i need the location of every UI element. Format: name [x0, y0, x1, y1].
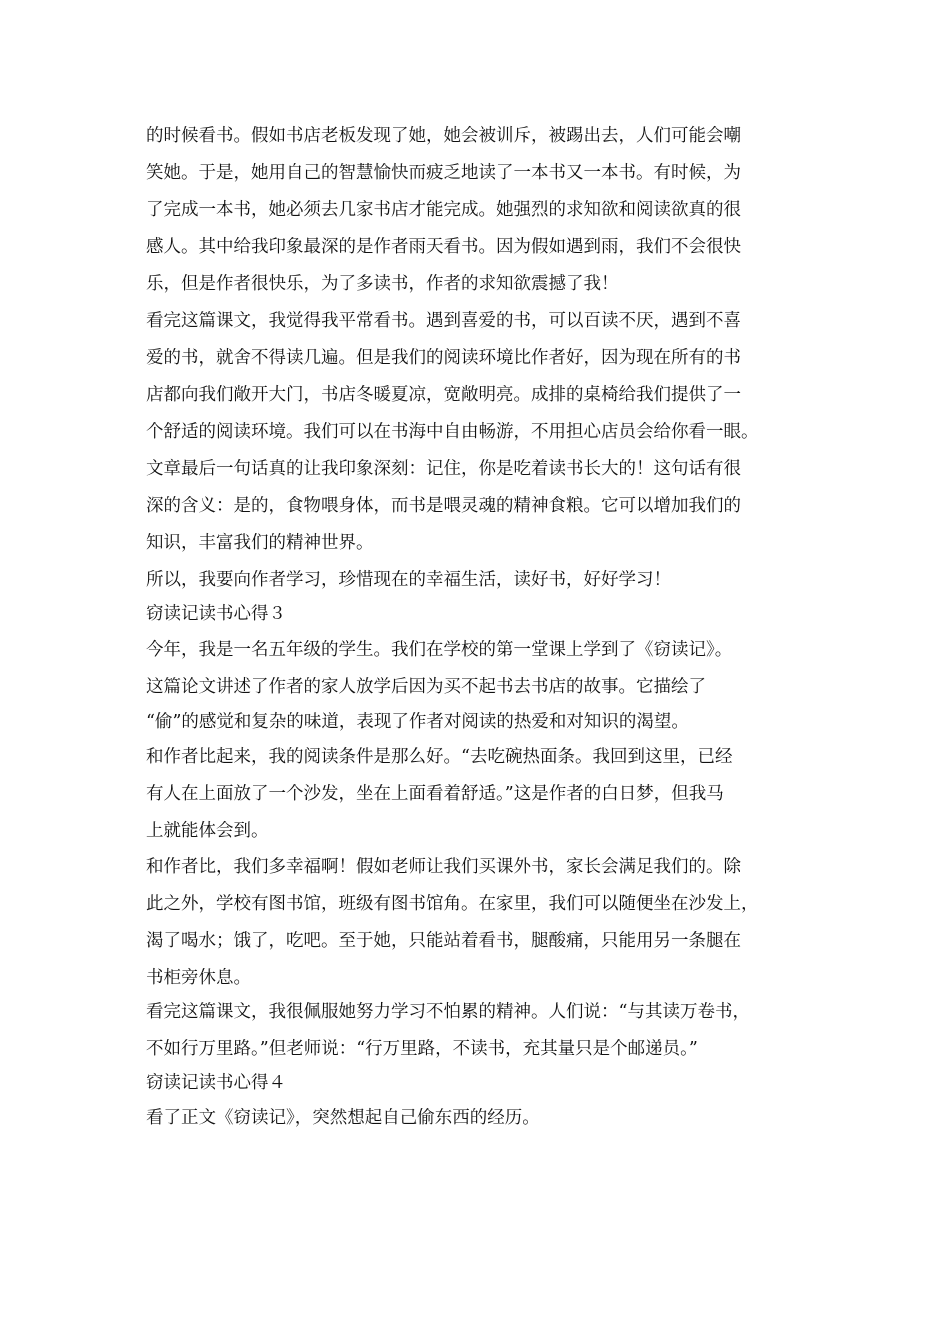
paragraph-start: 看完这篇课文，我觉得我平常看书。遇到喜爱的书，可以百读不厌，遇到不喜: [146, 311, 741, 331]
text-line: 此之外，学校有图书馆，班级有图书馆角。在家里，我们可以随便坐在沙发上，: [146, 894, 759, 914]
paragraph-start: 文章最后一句话真的让我印象深刻：记住，你是吃着读书长大的！这句话有很: [146, 459, 741, 479]
text-line: 感人。其中给我印象最深的是作者雨天看书。因为假如遇到雨，我们不会很快: [146, 237, 741, 257]
text-line: 上就能体会到。: [146, 821, 269, 841]
text-line: 这篇论文讲述了作者的家人放学后因为买不起书去书店的故事。它描绘了: [146, 677, 706, 697]
text-line: 书柜旁休息。: [146, 968, 251, 988]
paragraph-start: 和作者比，我们多幸福啊！假如老师让我们买课外书，家长会满足我们的。除: [146, 857, 741, 877]
paragraph-start: 所以，我要向作者学习，珍惜现在的幸福生活，读好书，好好学习！: [146, 570, 671, 590]
text-line: 店都向我们敞开大门，书店冬暖夏凉，宽敞明亮。成排的桌椅给我们提供了一: [146, 385, 741, 405]
text-line: 知识，丰富我们的精神世界。: [146, 533, 374, 553]
text-line: 不如行万里路。”但老师说：“行万里路，不读书，充其量只是个邮递员。”: [146, 1039, 698, 1059]
text-line: 了完成一本书，她必须去几家书店才能完成。她强烈的求知欲和阅读欲真的很: [146, 200, 741, 220]
text-line: 个舒适的阅读环境。我们可以在书海中自由畅游，不用担心店员会给你看一眼。: [146, 422, 759, 442]
text-line: 爱的书，就舍不得读几遍。但是我们的阅读环境比作者好，因为现在所有的书: [146, 348, 741, 368]
paragraph-start: 看完这篇课文，我很佩服她努力学习不怕累的精神。人们说：“与其读万卷书，: [146, 1002, 750, 1022]
paragraph-start: 今年，我是一名五年级的学生。我们在学校的第一堂课上学到了《窃读记》。: [146, 640, 733, 660]
section-heading: 窃读记读书心得４: [146, 1073, 286, 1093]
text-line: 的时候看书。假如书店老板发现了她，她会被训斥，被踢出去，人们可能会嘲: [146, 126, 741, 146]
text-line: 笑她。于是，她用自己的智慧愉快而疲乏地读了一本书又一本书。有时候，为: [146, 163, 741, 183]
section-heading: 窃读记读书心得３: [146, 604, 286, 624]
text-line: 渴了喝水；饿了，吃吧。至于她，只能站着看书，腿酸痛，只能用另一条腿在: [146, 931, 741, 951]
paragraph-start: 看了正文《窃读记》，突然想起自己偷东西的经历。: [146, 1108, 540, 1128]
paragraph-start: 和作者比起来，我的阅读条件是那么好。“去吃碗热面条。我回到这里，已经: [146, 747, 733, 767]
text-line: 乐，但是作者很快乐，为了多读书，作者的求知欲震撼了我！: [146, 274, 619, 294]
text-line: 深的含义：是的，食物喂身体，而书是喂灵魂的精神食粮。它可以增加我们的: [146, 496, 741, 516]
text-line: 有人在上面放了一个沙发，坐在上面看着舒适。”这是作者的白日梦，但我马: [146, 784, 724, 804]
text-line: “偷”的感觉和复杂的味道，表现了作者对阅读的热爱和对知识的渴望。: [146, 712, 689, 732]
